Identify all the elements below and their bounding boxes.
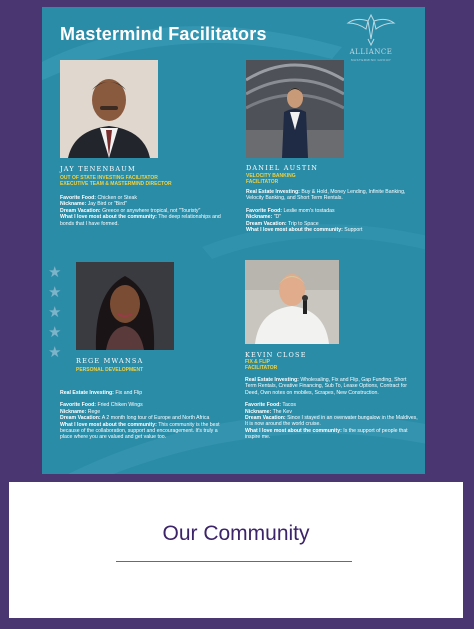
star-icon: ★ [48, 344, 62, 361]
our-community-section [9, 482, 463, 618]
facilitators-poster [42, 7, 425, 474]
role-rege-mwansa: PERSONAL DEVELOPMENT [76, 367, 144, 373]
details-daniel-austin: Real Estate Investing: Buy & Hold, Money Lending, Infinite Banking, Velocity Banking, and Short Term Rentals. Favorite Food: Leslie mom's tostadas Nickname: "D" Dream Vacation: Trip to Space What I love most about the community: Support [246, 189, 406, 234]
details-rege-mwansa: Real Estate Investing: Fix and Flip Favorite Food: Fried Chiken Wings Nickname: Rege Dream Vacation: A 2 month long tour of Europe and North Africa What I love most about the community: This community is the best because of the collaboration, support and encouragement. It's truly a place where you are valued and get value too. [60, 390, 220, 441]
photo-rege-mwansa [76, 262, 174, 350]
details-jay-tenenbaum: Favorite Food: Chicken or Steak Nickname: Jay Bird or "Bird" Dream Vacation: Greece or anywhere tropical, not "Touristy" What I love most about the community: The deep relationships and bonds that I have formed. [60, 195, 221, 227]
community-divider [116, 561, 352, 562]
name-daniel-austin: DANIEL AUSTIN [246, 164, 319, 172]
alliance-logo [344, 11, 398, 69]
star-icon: ★ [48, 324, 62, 341]
role-jay-tenenbaum: OUT OF STATE INVESTING FACILITATOR EXECUTIVE TEAM & MASTERMIND DIRECTOR [60, 175, 172, 187]
decorative-stars [48, 263, 70, 363]
role-kevin-close: FIX & FLIP FACILITATOR [245, 359, 278, 371]
role-daniel-austin: VELOCITY BANKING FACILITATOR [246, 173, 296, 185]
star-icon: ★ [48, 304, 62, 321]
name-jay-tenenbaum: JAY TENENBAUM [60, 165, 136, 173]
community-title: Our Community [162, 522, 310, 545]
photo-kevin-close [245, 260, 339, 344]
logo-text: ALLIANCE [349, 48, 393, 56]
logo-subtext: MASTERMIND GROUP [350, 58, 391, 62]
name-kevin-close: KEVIN CLOSE [245, 351, 307, 359]
details-kevin-close: Real Estate Investing: Wholesaling, Fix and Flip, Gap Funding, Short Term Rentals, Creative Financing, Sub To, Lease Options, Contract for Deed, Own notes on mobiles, Scrapes, New Construction. Favorite Food: Tacos Nickname: The Kev Dream Vacation: Since I stayed in an overwater bungalow in the Maldives, It is now around the world cruise. What I love most about the community: Is the support of people that inspire me. [245, 377, 418, 441]
star-icon: ★ [48, 264, 62, 281]
photo-daniel-austin [246, 60, 344, 158]
photo-jay-tenenbaum [60, 60, 158, 158]
star-icon: ★ [48, 284, 62, 301]
name-rege-mwansa: REGE MWANSA [76, 357, 144, 365]
eagle-icon [344, 11, 398, 47]
poster-title: Mastermind Facilitators [60, 24, 267, 44]
